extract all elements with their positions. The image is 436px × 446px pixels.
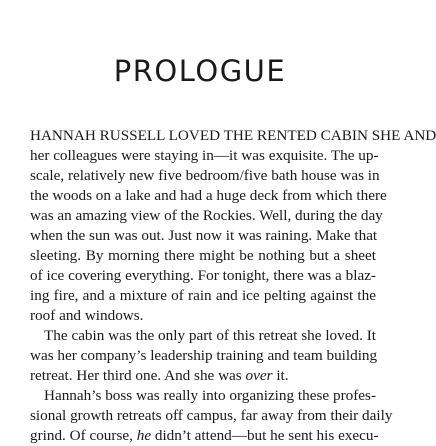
text-line: sleeting. By morning there might be nothing but a sheet <box>30 247 376 264</box>
text-line <box>30 426 379 446</box>
text-run: retreat. Her third one. And she was <box>30 367 246 384</box>
text-line: Hannah’s boss was really into organizing these profes- <box>44 387 376 404</box>
emphasis-word: he <box>136 427 152 444</box>
text-run: it. <box>272 367 289 384</box>
text-line <box>30 366 376 386</box>
text-line: when the sun was out. Just now it was raining. Make that <box>30 227 378 244</box>
emphasis-word: over <box>245 367 273 384</box>
text-line: scale, relatively new five bedroom/five bath house was in <box>30 167 380 184</box>
body-text <box>30 126 436 446</box>
text-line: HANNAH RUSSELL LOVED THE RENTED CABIN SHE AND <box>30 127 436 144</box>
text-line: roof and windows. <box>30 307 144 324</box>
text-run: grind. Of course, <box>30 427 137 444</box>
text-line: was her company’s leadership training and team building <box>30 347 378 364</box>
text-line: of ice covering everything. For tonight, there was a blaz- <box>30 267 376 284</box>
text-line: sional growth retreats off campus, far away from their daily <box>30 407 393 424</box>
text-line: The cabin was the only part of this retreat she loved. It <box>44 327 376 344</box>
text-line: the woods on a lake and had a huge deck from which there <box>30 187 387 204</box>
text-run: didn’t attend—but he sent his execu- <box>151 427 379 444</box>
text-line: ing fire, and a mixture of rain and ice pelting against the <box>30 287 376 304</box>
chapter-title: PROLOGUE <box>113 54 287 88</box>
text-line: was an amazing view of the Rockies. Well, during the day <box>30 207 383 224</box>
text-line: her colleagues were staying in—it was exquisite. The up- <box>30 147 379 164</box>
